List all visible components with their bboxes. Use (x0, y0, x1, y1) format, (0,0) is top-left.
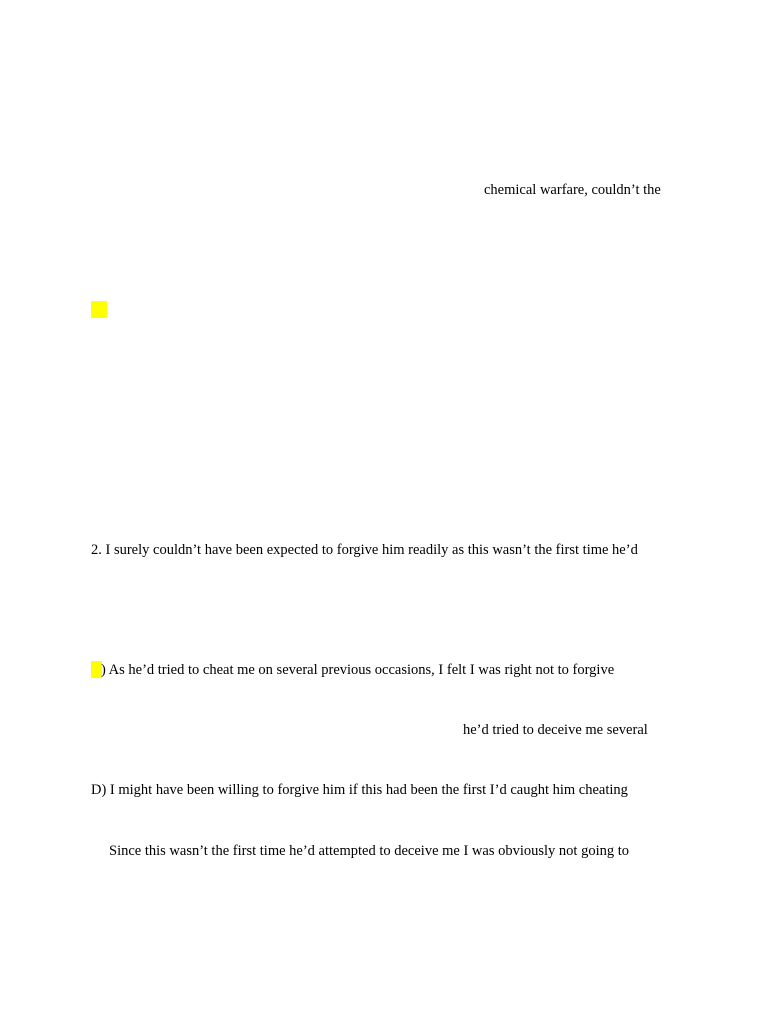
option-b-text: ) As he’d tried to cheat me on several previous occasions, I felt I was right not to forgive (101, 662, 615, 678)
highlight-mark (91, 301, 107, 318)
option-c-fragment: he’d tried to deceive me several (463, 722, 648, 738)
option-d-text: D) I might have been willing to forgive him if this had been the first I’d caught him cheating (91, 782, 628, 798)
question-2-stem: 2. I surely couldn’t have been expected to forgive him readily as this wasn’t the first time he’d (91, 542, 638, 558)
option-e-text: Since this wasn’t the first time he’d attempted to deceive me I was obviously not going to (109, 843, 630, 859)
text-line-chemical-warfare: chemical warfare, couldn’t the (484, 182, 661, 198)
